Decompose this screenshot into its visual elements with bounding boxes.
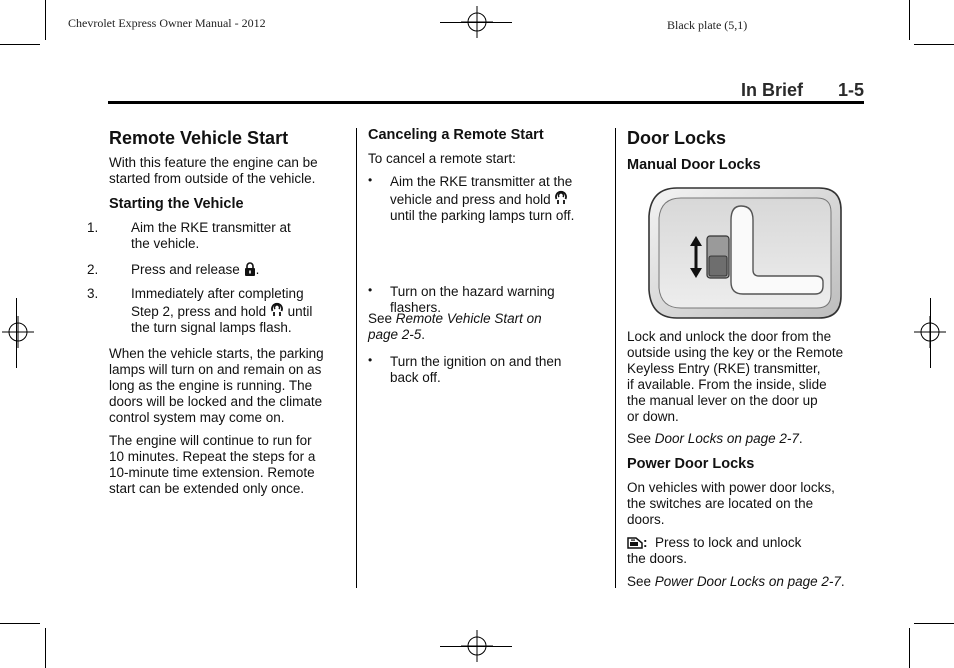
link-remote-vehicle-start[interactable]: Remote Vehicle Start on (395, 311, 542, 326)
crop-mark (0, 623, 40, 624)
registration-line (440, 646, 512, 647)
remote-start-title: Remote Vehicle Start (109, 128, 289, 148)
power-door-locks-heading: Power Door Locks (627, 456, 755, 472)
cancel-bullet-2: • Turn on the hazard warning flashers. (368, 284, 620, 316)
starting-heading: Starting the Vehicle (109, 196, 244, 212)
crop-mark (914, 623, 954, 624)
remote-start-intro: With this feature the engine can be started from outside of the vehicle. (109, 155, 318, 186)
cancel-intro: To cancel a remote start: (368, 151, 516, 166)
column-cancel-remote-start (368, 0, 608, 385)
cancel-heading: Canceling a Remote Start (368, 127, 544, 143)
link-door-locks[interactable]: Door Locks on page 2-7 (654, 431, 799, 446)
cancel-bullet-3: • Turn the ignition on and then back off. (368, 354, 620, 386)
page-number: 1-5 (838, 80, 865, 100)
power-see-reference: See Power Door Locks on page 2-7. (627, 574, 845, 589)
power-door-locks-text: On vehicles with power door locks, the switches are located on the doors. (627, 480, 835, 527)
manual-door-locks-heading: Manual Door Locks (627, 157, 761, 173)
crop-mark (909, 628, 910, 668)
start-paragraph-1: When the vehicle starts, the parking lamps will turn on and remain on as long as the engine is running. The doors will be locked and the climate control system may come on. (109, 346, 324, 425)
column-divider (356, 128, 357, 588)
manual-door-lock-illustration (647, 186, 843, 320)
remote-start-icon (554, 190, 568, 206)
remote-start-icon (270, 302, 284, 318)
step-1: 1. Aim the RKE transmitter at the vehicle. (87, 220, 291, 251)
crop-mark (45, 0, 46, 40)
crop-mark (0, 44, 40, 45)
manual-door-locks-text: Lock and unlock the door from the outside using the key or the Remote Keyless Entry (RKE) transmitter, if available. From the inside, slide the manual lever on the door up or down. (627, 329, 844, 424)
step-2: 2. Press and release . (87, 262, 260, 277)
crop-mark (45, 628, 46, 668)
power-lock-switch-description: : Press to lock and unlock the doors. (627, 535, 802, 566)
registration-line (930, 298, 931, 368)
step-3: 3. Immediately after completing Step 2, press and hold until the turn signal lamps flash. (87, 286, 313, 335)
registration-mark-icon (2, 316, 34, 348)
start-paragraph-2: The engine will continue to run for 10 minutes. Repeat the steps for a 10-minute time extension. Remote start can be extended only once. (109, 433, 316, 496)
registration-line (16, 298, 17, 368)
crop-mark (909, 0, 910, 40)
power-lock-switch-icon (627, 535, 643, 549)
plate-label: Black plate (5,1) (667, 18, 748, 32)
cancel-bullet-1: • Aim the RKE transmitter at the vehicle and press and hold until the parking lamps turn off. (368, 174, 620, 224)
link-page-2-5[interactable]: page 2-5 (368, 327, 422, 342)
cancel-see-reference: See Remote Vehicle Start on page 2-5. (368, 311, 542, 342)
manual-see-reference: See Door Locks on page 2-7. (627, 431, 803, 446)
column-divider (615, 128, 616, 588)
manual-title: Chevrolet Express Owner Manual - 2012 (68, 16, 266, 30)
door-locks-title: Door Locks (627, 128, 727, 148)
link-power-door-locks[interactable]: Power Door Locks on page 2-7 (654, 574, 841, 589)
section-name: In Brief (741, 80, 804, 100)
lock-icon (244, 262, 256, 276)
crop-mark (914, 44, 954, 45)
